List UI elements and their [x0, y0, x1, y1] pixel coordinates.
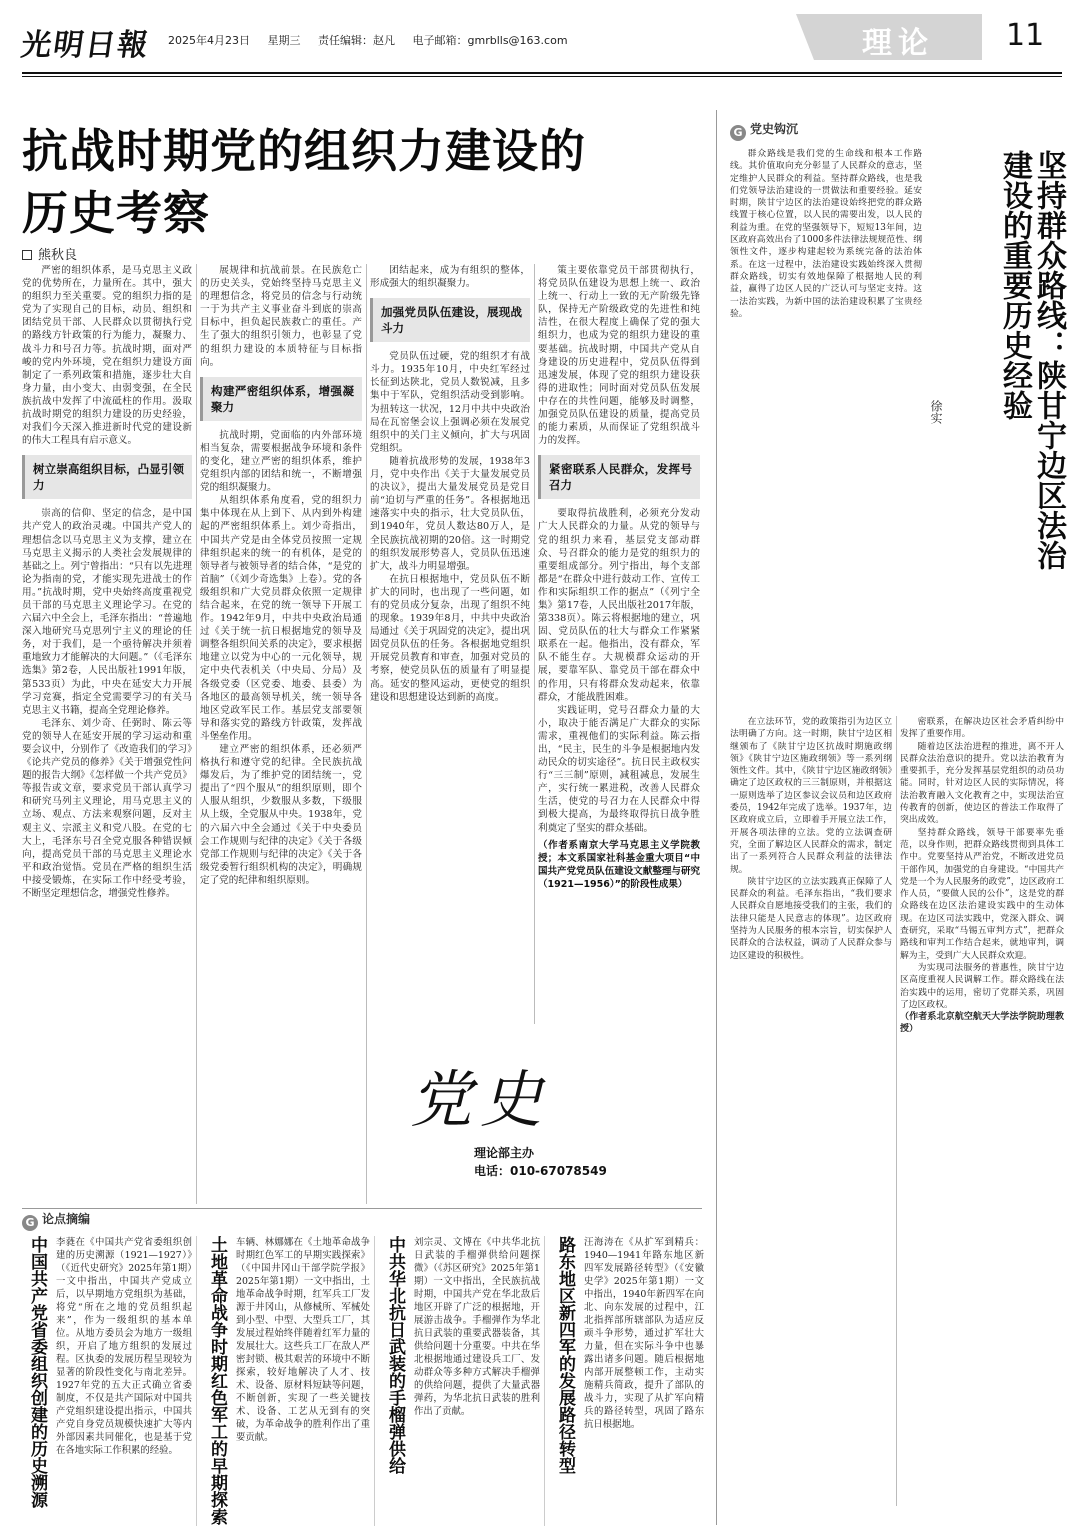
- header-rule: [22, 72, 1062, 74]
- right-author-note: （作者系北京航空航天大学法学院助理教授）: [900, 1012, 1064, 1035]
- main-author: 熊秋良: [38, 248, 78, 263]
- contact-phone: 电话：010-67078549: [474, 1164, 607, 1178]
- digest-item-title: 中国共产党省委组织创建的历史溯源: [27, 1236, 47, 1508]
- main-article-title: 抗战时期党的组织力建设的 历史考察: [22, 124, 586, 240]
- column-divider: [544, 1236, 545, 1526]
- digest-item-title: 中共华北抗日武装的手榴弹供给: [385, 1236, 405, 1474]
- subheading-3: 加强党员队伍建设，展现战斗力: [370, 298, 530, 342]
- main-column-2: [200, 264, 362, 1344]
- responsible-editor: 责任编辑：赵凡: [318, 34, 395, 47]
- right-column-head: G 党史钩沉: [730, 120, 798, 141]
- digest-item-title: 路东地区新四军的发展路径转型: [555, 1236, 575, 1474]
- column-divider: [196, 1236, 197, 1526]
- paragraph: 从组织体系角度看，党的组织力集中体现在从上到下、从内到外构建起的严密组织体系上。刘少奇指出，中国共产党是由全体党员按照一定规律组织起来的统一的有机体，是党的领导者与被领导者的结合体，“是党的首脑”（《刘少奇选集》上卷）。党的各级组织和广大党员群众依照一定规律结合起来，在党的统一领导下开展工作。1942年9月，中共中央政治局通过《关于统一抗日根据地党的领导及调整各组织间关系的决定》，要求根据地建立以党为中心的一元化领导，规定中央代表机关（中央局、分局）及各级党委（区党委、地委、县委）为各地区的最高领导机关，统一领导各地区党政军民工作。基层党支部要领导和落实党的路线方针政策，发挥战斗堡垒作用。: [200, 495, 362, 742]
- subheading-2: 构建严密组织体系，增强凝聚力: [200, 377, 362, 421]
- subheading-1: 树立崇高组织目标，凸显引领力: [22, 455, 192, 499]
- column-divider: [196, 264, 197, 1204]
- newspaper-logo: 光明日報: [19, 28, 152, 63]
- paragraph: 策主要依靠党员干部贯彻执行，将党员队伍建设为思想上统一、政治上统一、行动上一致的无产阶级先锋队，保持无产阶级政党的先进性和纯洁性，在很大程度上确保了党的强大组织力，也成为党的组织力建设的重要基础。抗战时期，中国共产党从自身建设的历史进程中，党员队伍得到迅速发展，体现了党的组织力建设获得的进取性；同时面对党员队伍发展中存在的共性问题，能够及时调整，加强党员队伍建设的质量，提高党员的能力素质，从而保证了党组织战斗力的发挥。: [538, 265, 700, 447]
- main-column-1: [22, 264, 192, 1344]
- paragraph: 崇高的信仰、坚定的信念，是中国共产党人的政治灵魂。中国共产党人的理想信念以马克思主义为支撑，建立在马克思主义揭示的人类社会发展规律的基础之上。列宁曾指出：“只有以先进理论为指南的党，才能实现先进战士的作用。”抗战时期，党中央始终高度重视党员干部的马克思主义理论学习。在党的六届六中全会上，毛泽东指出：“普遍地深入地研究马克思列宁主义的理论的任务，对于我们，是一个亟待解决并须着重地致力才能解决的大问题。”（《毛泽东选集》第2卷，人民出版社1991年版，第533页）为此，中央在延安大力开展学习竞赛，指定全党需要学习的有关马克思主义书籍，提高全党理论修养。: [22, 508, 192, 716]
- digest-item-text: 车辆、林娜娜在《土地革命战争时期红色军工的早期实践探索》（《中国井冈山干部学院学报》2025年第1期）一文中指出，土地革命战争时期，红军兵工厂发源于井冈山，从修械所、军械处到小型、中型、大型兵工厂，其发展过程始终伴随着红军力量的发展壮大。这些兵工厂在敌人严密封锁、极其艰苦的环境中不断探索，较好地解决了人才、技术、设备、原材料短缺等问题，不断创新，实现了一些关键技术、设备、工艺从无到有的突破，为革命战争的胜利作出了重要贡献。: [236, 1237, 370, 1443]
- digest-item: [380, 1236, 540, 1526]
- paragraph: 随着边区法治进程的推进，离不开人民群众法治意识的提升。党以法治教育为重要抓手，充分发挥基层党组织的动员功能。同时，针对边区人民的实际情况，将法治教育融入文化教育之中，实现法治宣传教育的创新，使边区的普法工作取得了突出成效。: [900, 741, 1064, 826]
- paragraph: 实践证明，党号召群众力量的大小，取决于能否满足广大群众的实际需求，重视他们的实际利益。陈云指出，“民主，民生的斗争是根据地内发动民众的切实途径”。抗日民主政权实行“三三制”原则，减租减息，发展生产，实行统一累进税，改善人民群众生活，使党的号召力在人民群众中得到极大提高，为最终取得抗日战争胜利奠定了坚实的群众基础。: [538, 704, 700, 834]
- digest-item: [202, 1236, 370, 1526]
- paragraph: 为实现司法服务的普惠性，陕甘宁边区高度重视人民调解工作。群众路线在法治实践中的运用，密切了党群关系，巩固了边区政权。: [900, 962, 1064, 1010]
- digest-item-text: 汪海涛在《从扩军到精兵：1940—1941年路东地区新四军发展路径转型》（《安徽史学》2025年第1期）一文中指出，1940年新四军在向北、向东发展的过程中，江北指挥部所辖部队为适应反顽斗争形势，通过扩军壮大力量，但在实际斗争中也暴露出诸多问题。随后根据地内部开展整顿工作，主动实施精兵简政，提升了部队的战斗力，实现了从扩军向精兵的路径转型，巩固了路东抗日根据地。: [584, 1237, 704, 1430]
- host-department: 理论部主办: [474, 1146, 535, 1160]
- masthead: [19, 14, 1062, 66]
- editor-email: 电子邮箱：gmrblls@163.com: [412, 34, 568, 47]
- right-column-3: [900, 716, 1064, 1506]
- subheading-4: 紧密联系人民群众，发挥号召力: [538, 455, 700, 499]
- paragraph: 团结起来，成为有组织的整体，形成强大的组织凝聚力。: [370, 265, 530, 290]
- paragraph: 密联系，在解决边区社会矛盾纠纷中发挥了重要作用。: [900, 717, 1064, 740]
- issue-date: 2025年4月23日: [168, 34, 250, 47]
- main-author-note: （作者系南京大学马克思主义学院教授；本文系国家社科基金重大项目“中国共产党党员队伍建设文献整理与研究（1921—1956）”的阶段性成果）: [538, 839, 700, 890]
- paragraph: 坚持群众路线，领导干部要率先垂范，以身作则，把群众路线贯彻到具体工作中。党要坚持从严治党，不断改进党员干部作风，加强党的自身建设。“中国共产党是一个为人民服务的政党”，边区政府工作人员，“要做人民的公仆”，这是党的群众路线在边区法治建设实践中的生动体现。在边区司法实践中，党深入群众、调查研究，采取“马锡五审判方式”，把群众路线和审判工作结合起来，就地审判，调解为主，受到广大人民群众欢迎。: [900, 827, 1064, 961]
- column-divider: [366, 264, 367, 1204]
- paragraph: 严密的组织体系，是马克思主义政党的优势所在，力量所在。其中，强大的组织力至关重要。党的组织力指的是党为了实现自己的目标，动员、组织和团结党员干部、人民群众以贯彻执行党的路线方针政策的行为能力，凝聚力、战斗力和号召力等。抗战时期，面对严峻的党内外环境，党在组织力建设方面制定了一系列政策和措施，逐步壮大自身力量，由小变大、由弱变强，在全民族抗战中发挥了中流砥柱的作用。汲取抗战时期党的组织力建设的历史经验，对我们今天深入推进新时代党的建设新的伟大工程具有启示意义。: [22, 265, 192, 447]
- paragraph: 随着抗战形势的发展，1938年3月，党中央作出《关于大量发展党员的决议》，提出大量发展党员是党目前“迫切与严重的任务”。各根据地迅速落实中央的指示，壮大党员队伍，到1940年，党员人数达80万人，是全民族抗战初期的20倍。这一时期党的组织发展形势喜人，党员队伍迅速扩大，战斗力明显增强。: [370, 455, 530, 572]
- column-divider: [374, 1236, 375, 1526]
- paragraph: 陕甘宁边区的立法实践真正保障了人民群众的利益。毛泽东指出，“我们要求人民群众自愿地接受我们的主张，我们的法律只能是人民意志的体现”。边区政府坚持为人民服务的根本宗旨，切实保护人民群众的合法权益，调动了人民群众参与边区建设的积极性。: [730, 876, 892, 961]
- column-logo-icon: G: [730, 125, 746, 141]
- right-column-divider: [716, 110, 717, 1525]
- digest-item: [22, 1236, 192, 1526]
- digest-item-text: 李蕤在《中国共产党省委组织创建的历史溯源（1921—1927）》（《近代史研究》2025年第1期）一文中指出，中国共产党成立后，以早期地方党组织为基础，将党“所在之地的党员组织起来”，作为一级组织的基本单位。从地方委员会为地方一级组织，开启了地方组织的发展过程。区执委的发展历程呈现较为显著的阶段性变化与南北差异。1927年党的五大正式确立省委制度，不仅是共产国际对中国共产党组织建设提出指示，中国共产党自身党员规模快速扩大等内外部因素共同催化，也是基于党在各地实际工作积累的经验。: [56, 1237, 192, 1456]
- page-number: 11: [1006, 18, 1045, 53]
- party-history-banner: [370, 1040, 700, 1210]
- paragraph: 要取得抗战胜利，必须充分发动广大人民群众的力量。从党的领导与党的组织力来看，基层党支部动群众、号召群众的能力是党的组织力的重要组成部分。列宁指出，每个支部都是“在群众中进行鼓动工作、宣传工作和实际组织工作的据点”（《列宁全集》第17卷，人民出版社2017年版，第338页）。陈云将根据地的建立，巩固、党员队伍的壮大与群众工作紧紧联系在一起。他指出，没有群众，军队不能生存。大规模群众运动的开展，要靠军队、靠党员干部在群众中的作用，只有将群众发动起来，依靠群众，才能战胜困难。: [538, 508, 700, 703]
- main-column-3: [370, 264, 530, 804]
- section-name: 理论: [862, 26, 934, 61]
- digest-head: G 论点摘编: [22, 1210, 90, 1231]
- section-tab: [814, 14, 982, 60]
- main-article-byline: [22, 244, 77, 263]
- right-column-1: [730, 148, 922, 708]
- right-article-title: 坚持群众路线：陕甘宁边区法治建设的重要历史经验: [997, 150, 1066, 570]
- paragraph: 建立严密的组织体系，还必须严格执行和遵守党的纪律。全民族抗战爆发后，为了维护党的团结统一，党提出了“四个服从”的组织原则，即个人服从组织，少数服从多数，下级服从上级，全党服从中央。1938年，党的六届六中全会通过《关于中央委员会工作规则与纪律的决定》《关于各级党部工作规则与纪律的决定》《关于各级党委暂行组织机构的决定》，明确规定了党的纪律和组织原则。: [200, 744, 362, 886]
- party-history-calligraphy: 党史: [410, 1063, 551, 1136]
- right-article-author: 徐实: [929, 400, 943, 424]
- main-column-4: [538, 264, 700, 890]
- digest-item-title: 土地革命战争时期红色军工的早期探索: [207, 1236, 227, 1525]
- header-rule-thin: [22, 76, 1062, 77]
- column-divider: [896, 716, 897, 1506]
- paragraph: 抗战时期，党面临的内外部环境相当复杂，需要根据战争环境和条件的变化，建立严密的组织体系，维护党组织内部的团结和统一，不断增强党的组织凝聚力。: [200, 429, 362, 494]
- digest-rule: [22, 1208, 702, 1209]
- issue-weekday: 星期三: [267, 34, 301, 47]
- digest-item-text: 刘宗灵、文博在《中共华北抗日武装的手榴弹供给问题探微》（《苏区研究》2025年第1期）一文中指出，全民族抗战时期，中国共产党在华北敌后地区开辟了广泛的根据地，开展游击战争。手榴弹作为华北抗日武装的重要武器装备，其供给问题十分重要。中共在华北根据地通过建设兵工厂、发动群众等多种方式解决手榴弹的供给问题，提供了大量武器弹药，为华北抗日武装的胜利作出了贡献。: [414, 1237, 540, 1417]
- right-column-2: [730, 716, 892, 1506]
- header-meta: [168, 32, 582, 48]
- paragraph: 在抗日根据地中，党员队伍不断扩大的同时，也出现了一些问题，如有的党员成分复杂，出现了组织不纯的现象。1939年8月，中共中央政治局通过《关于巩固党的决定》，提出巩固党员队伍的任务。各根据地党组织开展党员教育和审查，加强对党员的考察，使党员队伍的质量有了明显提高。延安的整风运动，更使党的组织建设和思想建设达到新的高度。: [370, 573, 530, 703]
- paragraph: 党员队伍过硬，党的组织才有战斗力。1935年10月，中央红军经过长征到达陕北，党员人数锐减，且多集中于军队，党组织活动受到影响。为扭转这一状况，12月中共中央政治局在瓦窑堡会议上强调必须在发展党组织中的关门主义倾向，扩大与巩固党组织。: [370, 351, 530, 454]
- column-logo-icon: G: [22, 1215, 38, 1231]
- byline-box-icon: [22, 250, 32, 260]
- paragraph: 在立法环节，党的政策指引为边区立法明确了方向。这一时期，陕甘宁边区相继颁布了《陕甘宁边区抗战时期施政纲领》《陕甘宁边区施政纲领》等一系列纲领性文件。其中，《陕甘宁边区施政纲领》确定了边区政权的三三制原则，并根据这一原则选举了边区参议会议员和边区政府委员，1942年完成了选举。1937年，边区政府成立后，立即着手开展立法工作，开展各项法律的立法。党的立法调查研究，全面了解边区人民群众的需求，制定出了一系列符合人民群众利益的法律法规。: [730, 717, 892, 875]
- column-divider: [534, 264, 535, 1024]
- paragraph: 群众路线是我们党的生命线和根本工作路线。其价值取向充分彰显了人民群众的意志，坚定维护人民群众的利益。坚持群众路线，也是我们党领导法治建设的一贯做法和重要经验。延安时期，陕甘宁边区的法治建设始终把党的群众路线置于核心位置，以人民的需要出发，以人民的利益为重。在党的坚强领导下，短短13年间，边区政府高效出台了1000多件法律法规规范性、纲领性文件，逐步构建起较为系统完备的法治体系。在这一过程中，法治建设实践始终深入贯彻群众路线，切实有效地保障了根据地人民的利益，赢得了边区人民的广泛认可与坚定支持。这一法治实践，为新中国的法治建设积累了宝贵经验。: [730, 149, 922, 319]
- digest-item: [550, 1236, 704, 1526]
- paragraph: 展规律和抗战前景。在民族危亡的历史关头，党始终坚持马克思主义的理想信念，将党员的信念与行动统一于为共产主义事业奋斗到底的崇高目标中，担负起民族救亡的重任。产生了强大的组织引领力，也彰显了党的组织力建设的本质特征与目标指向。: [200, 265, 362, 368]
- paragraph: 毛泽东、刘少奇、任弼时、陈云等党的领导人在延安开展的学习运动和重要会议中，分别作了《改造我们的学习》《论共产党员的修养》《关于增强党性问题的报告大纲》《怎样做一个共产党员》等报告或文章，要求党员干部认真学习和研究马列主义理论，用马克思主义的立场、观点、方法来观察问题，反对主观主义、宗派主义和党八股。在党的七大上，毛泽东号召全党克服各种错误倾向，提高党员干部的马克思主义理论水平和政治觉悟。党员在严格的组织生活中接受锻炼，在实际工作中经受考验，不断坚定理想信念，增强党性修养。: [22, 717, 192, 900]
